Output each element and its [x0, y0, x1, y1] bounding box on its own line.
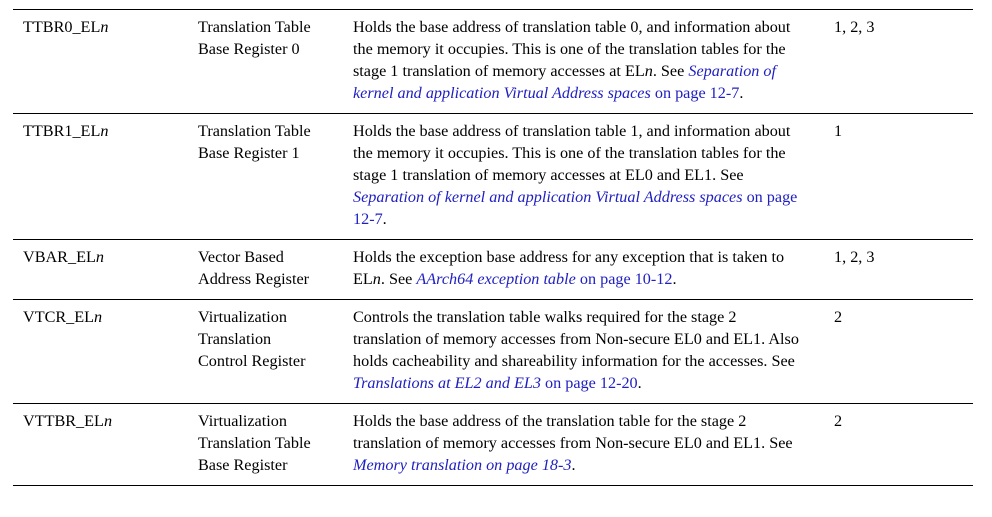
cross-reference-link[interactable] — [353, 456, 572, 474]
table-row — [13, 404, 973, 486]
description-text: Holds the base address of the translation table for the stage 2 translation of memory accesses from Non-secure EL0 and EL1. See — [353, 412, 793, 452]
register-full-name-line: Base Register 1 — [198, 144, 300, 162]
register-prefix: VTTBR_EL — [23, 412, 104, 430]
register-full-name-cell — [187, 114, 343, 240]
register-full-name-line: Translation Table — [198, 122, 311, 140]
register-name-cell — [13, 10, 187, 114]
link-page: on page 10-12 — [575, 270, 673, 288]
exception-levels-cell: 2 — [834, 308, 843, 326]
register-prefix: TTBR1_EL — [23, 122, 101, 140]
exception-levels-cell: 2 — [834, 412, 843, 430]
description-text: . — [739, 84, 744, 102]
register-full-name-line: Base Register 0 — [198, 40, 300, 58]
exception-levels-cell: 1, 2, 3 — [834, 18, 875, 36]
table-row — [13, 240, 973, 300]
register-suffix: n — [100, 122, 109, 140]
register-prefix: TTBR0_EL — [23, 18, 101, 36]
register-description-cell — [343, 10, 820, 114]
description-text: Holds the base address of translation table 1, and information about the memory it occupies. This is one of the translation tables for the stage 1 translation of memory accesses at EL0 and EL1. See — [353, 122, 791, 184]
register-description-cell — [343, 240, 820, 300]
register-full-name-line: Control Register — [198, 352, 306, 370]
link-page: on page 12-7 — [650, 84, 740, 102]
link-title: Memory translation on page 18-3 — [353, 456, 572, 474]
register-suffix: n — [103, 412, 113, 430]
exception-levels-cell: 1, 2, 3 — [834, 248, 875, 266]
register-full-name-line: Translation Table — [198, 18, 311, 36]
description-text: . — [672, 270, 677, 288]
register-suffix: n — [100, 18, 109, 36]
register-description-cell — [343, 114, 820, 240]
link-title: Translations at EL2 and EL3 — [353, 374, 541, 392]
register-name-cell — [13, 300, 187, 404]
register-name-cell — [13, 404, 187, 486]
register-table — [13, 9, 973, 486]
table-row — [13, 10, 973, 114]
register-full-name-line: Translation — [198, 330, 272, 348]
description-text: . See — [652, 62, 689, 80]
register-description-cell — [343, 404, 820, 486]
register-full-name-line: Virtualization — [198, 308, 287, 326]
description-text: . See — [380, 270, 417, 288]
description-text: . — [382, 210, 387, 228]
register-full-name-cell — [187, 240, 343, 300]
register-full-name-line: Base Register — [198, 456, 288, 474]
link-page: on page 12-7 — [353, 188, 798, 228]
link-title: Separation of kernel and application Virtual Address spaces — [353, 62, 777, 102]
link-title: Separation of kernel and application Virtual Address spaces — [353, 188, 743, 206]
table-row — [13, 300, 973, 404]
cross-reference-link[interactable] — [353, 188, 797, 228]
register-prefix: VTCR_EL — [23, 308, 95, 326]
link-page: on page 12-20 — [541, 374, 638, 392]
register-name-cell — [13, 114, 187, 240]
register-full-name-cell — [187, 10, 343, 114]
table-row — [13, 114, 973, 240]
register-name-cell — [13, 240, 187, 300]
cross-reference-link[interactable] — [353, 374, 638, 392]
register-full-name-line: Vector Based — [198, 248, 284, 266]
description-italic: n — [372, 270, 381, 288]
register-full-name-line: Virtualization — [198, 412, 287, 430]
register-suffix: n — [94, 308, 103, 326]
cross-reference-link[interactable] — [416, 270, 672, 288]
link-title: AArch64 exception table — [416, 270, 576, 288]
description-text: Controls the translation table walks required for the stage 2 translation of memory accesses from Non-secure EL0 and EL1. Also holds cacheability and shareability information for the accesses. See — [353, 308, 799, 370]
register-prefix: VBAR_EL — [23, 248, 96, 266]
description-text: Holds the base address of translation table 0, and information about the memory it occupies. This is one of the translation tables for the stage 1 translation of memory accesses at EL — [353, 18, 791, 80]
description-text: Holds the exception base address for any exception that is taken to EL — [353, 248, 785, 288]
register-description-cell — [343, 300, 820, 404]
description-text: . — [571, 456, 576, 474]
description-italic: n — [644, 62, 653, 80]
register-suffix: n — [95, 248, 104, 266]
register-full-name-cell — [187, 404, 343, 486]
description-text: . — [637, 374, 642, 392]
register-full-name-cell — [187, 300, 343, 404]
register-full-name-line: Translation Table — [198, 434, 311, 452]
register-full-name-line: Address Register — [198, 270, 310, 288]
exception-levels-cell: 1 — [834, 122, 843, 140]
